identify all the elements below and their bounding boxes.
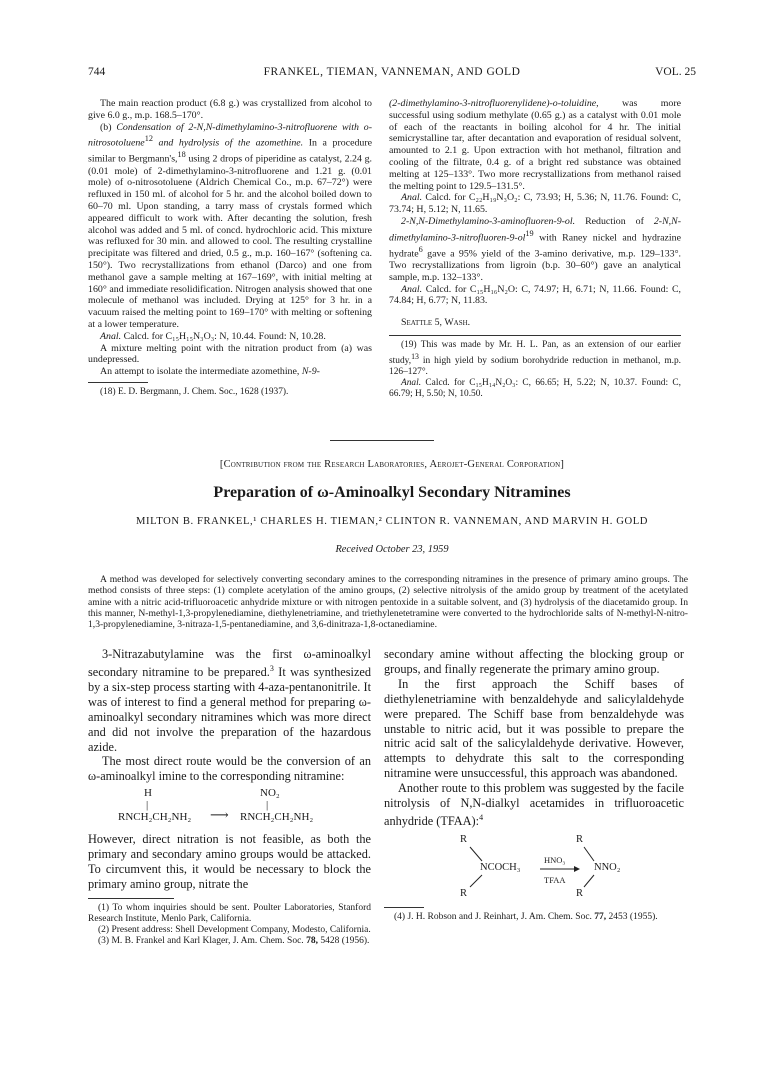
footnote-rule: [384, 907, 424, 908]
reagent-label: TFAA: [544, 874, 566, 885]
nitro-label: NO₂: [260, 787, 280, 800]
footnote: (18) E. D. Bergmann, J. Chem. Soc., 1628 (1937).: [100, 386, 289, 397]
reagent-label: HNO₃: [544, 854, 566, 865]
paragraph: Another route to this problem was suggested by the facile nitrolysis of N,N-dialkyl acetamides in trifluoroacetic anhydride (TFAA):$^4$: [384, 781, 684, 829]
arrow-head: [574, 866, 580, 872]
top-right-column: [389, 98, 681, 400]
reaction-arrow: ⟶: [210, 807, 229, 823]
footnote-analysis: Anal. Calcd. for C₁₅H₁₄N₂O₃: C, 66.65; H, 5.22; N, 10.37. Found: C, 66.79; H, 5.50; N, 10.50.: [389, 378, 682, 400]
reaction-bonds: [384, 833, 684, 903]
top-left-column: [88, 98, 372, 398]
paragraph: In the first approach the Schiff bases of diethylenetriamine with benzaldehyde and salicylaldehyde were prepared. The Schiff base from benzaldehyde was unstable to nitric acid, but it was possible to prepare the nitric acid salt of the salicylaldehyde derivative. However, attempts to dehydrate this salt to the corresponding nitramine were unsuccessful, this approach was abandoned.: [384, 676, 684, 781]
paragraph: (b) Condensation of 2-N,N-dimethylamino-3-nitrofluorene with o-nitrosotoluene$^{12}$ and hydrolysis of the azomethine. In a procedure similar to Bergmann's,$^{18}$ using 2 drops of piperidine as catalyst, 2.24 g. (0.01 mole) of 2-dimethylamino-3-nitrofluorene and 1.21 g. (0.01 mole) of o-nitrosotoluene (Aldrich Chemical Co., m.p. 67–72°) were refluxed in 150 ml. of alcohol for 5 hr. and the alcohol boiled down to 60–70 ml. Upon standing, a tarry mass of crystals formed which appeared difficult to work with. After decanting the solution, fresh alcohol was added and 5 ml. of concd. hydrochloric acid. This mixture was refluxed for 30 min. and allowed to cool. The resulting crystalline precipitate was filtered and dried, 0.5 g., m.p. 160–167° (softening ca. 150°). Two recrystallizations from ethanol (Darco) and one from methanol gave a sample melting at 167–169°, with initial melting at 160° and immediate resolidification. Nitrogen analysis showed that one molecule of methanol was included. Drying at 125° for 3 hr. in a vacuum raised the melting point to 169–170° with melting or softening at a lower temperature.: [88, 121, 373, 330]
paragraph: The main reaction product (6.8 g.) was crystallized from alcohol to give 6.0 g., m.p. 168.5–170°.: [88, 98, 372, 121]
paragraph: 2-N,N-Dimethylamino-3-aminofluoren-9-ol. Reduction of $2-N,N-dimethylamino-3-nitrofluoren-9-ol^{19}$ with Raney nickel and hydrazine hydrate$^6$ gave a 95% yield of the 3-amino derivative, m.p. 129–133°. Two recrystallizations from ligroin (b.p. 30–60°) gave an analytical sample, m.p. 132–133°.: [389, 215, 681, 283]
footnote-rule: [389, 335, 681, 336]
bond-line: [584, 847, 594, 861]
paragraph: 3-Nitrazabutylamine was the first ω-aminoalkyl secondary nitramine to be prepared.$^3$ It was synthesized by a six-step process starting with 4-aza-pentanonitrile. It was of interest to find a general method for preparing ω-aminoalkyl secondary nitramines which was more direct and did not involve the preparation of the hazardous azide.: [88, 647, 372, 754]
footnote: (19) This was made by Mr. H. L. Pan, as an extension of our earlier study,$^{13}$ in high yield by sodium borohydride reduction in methanol, m.p. 126–127°.: [389, 339, 681, 378]
bond-line: [584, 875, 594, 887]
r-group: R: [460, 887, 468, 899]
reaction-scheme-nitration: [88, 784, 371, 832]
volume-number: VOL. 25: [655, 66, 696, 78]
footnote: (3) M. B. Frankel and Karl Klager, J. Am. Chem. Soc. 78, 5428 (1956).: [98, 936, 370, 947]
r-group: R: [576, 833, 584, 845]
bond-line: [470, 847, 482, 861]
body-right-column: [384, 647, 684, 923]
analysis: Anal. Calcd. for C₁₅H₁₅N₃O₃: N, 10.44. Found: N, 10.28.: [100, 330, 326, 342]
running-header: [88, 66, 696, 82]
reaction-scheme-nitrolysis: [384, 833, 684, 903]
footnote: (2) Present address: Shell Development Company, Modesto, California.: [98, 925, 371, 936]
paragraph: A mixture melting point with the nitration product from (a) was undepressed.: [88, 342, 372, 366]
paragraph: secondary amine without affecting the blocking group or groups, and finally regenerate the primary amino group.: [384, 647, 684, 676]
body-left-column: [88, 647, 371, 948]
hydrogen-label: H: [144, 787, 152, 800]
analysis: Anal. Calcd. for C₂₂H₁₉N₃O₂: C, 73.93; H, 5.36; N, 11.76. Found: C, 73.74; H, 5.12; N, 11.65.: [389, 192, 681, 216]
article-title: Preparation of ω-Aminoalkyl Secondary Nitramines: [213, 484, 571, 501]
footnote: (4) J. H. Robson and J. Reinhart, J. Am. Chem. Soc. 77, 2453 (1955).: [394, 911, 658, 922]
contribution-line: [Contribution from the Research Laboratories, Aerojet-General Corporation]: [219, 459, 565, 470]
reactant: RNCH₂CH₂NH₂: [118, 811, 192, 824]
r-group: R: [460, 833, 468, 845]
abstract: A method was developed for selectively converting secondary amines to the corresponding nitramines in the presence of primary amino groups. The method consists of three steps: (1) complete acetylation of the amino groups, (2) selective nitrolysis of the amido group by treatment of the acetylated amine with a nitric acid-trifluoroacetic anhydride mixture or with nitrogen pentoxide in a suitable solvent, and (3) hydrolysis of the diacetamido group. In this manner, N-methyl-1,3-propylenediamine, diethylenetriamine, and triethylenetetramine were converted to the hydrochloride salts of N-methyl-N-nitro-1,3-propylenediamine, 3-nitraza-1,5-pentanediamine, and 3,6-dinitraza-1,8-octanediamine.: [88, 574, 688, 631]
footnote: (1) To whom inquiries should be sent. Poulter Laboratories, Stanford Research Institute, Menlo Park, California.: [88, 902, 371, 925]
footnotes: [88, 903, 371, 948]
footnote-rule: [88, 382, 148, 383]
running-authors: FRANKEL, TIEMAN, VANNEMAN, AND GOLD: [263, 66, 521, 78]
location: Seattle 5, Wash.: [401, 317, 471, 329]
page-number: 744: [88, 66, 106, 78]
reactant: NCOCH₃: [480, 861, 521, 873]
footnote-rule: [88, 898, 174, 899]
paragraph: An attempt to isolate the intermediate azomethine, N-9-: [100, 366, 320, 378]
bond-mark: |: [266, 799, 269, 812]
r-group: R: [576, 887, 584, 899]
paragraph: However, direct nitration is not feasible, as both the primary and secondary amino groups would be attacked. To circumvent this, it would be necessary to block the primary amino group, nitrate the: [88, 832, 371, 891]
product: RNCH₂CH₂NH₂: [240, 811, 314, 824]
section-divider: [330, 440, 434, 441]
paragraph: (2-dimethylamino-3-nitrofluorenylidene)-o-toluidine, was more successful using sodium methylate (0.65 g.) as a catalyst with 0.01 mole of each of the reactants in boiling alcohol for 4 hr. The initial semicrystalline tar, after decantation and evaporation of residual solvent, amounted to 2.1 g. Upon extraction with hot methanol, filtration and cooling of the filtrate, 0.4 g. of a bright red substance was obtained melting at 125–133°. Two more recrystallizations from methanol raised the melting point to 129.5–131.5°.: [389, 98, 681, 192]
paragraph: The most direct route would be the conversion of an ω-aminoalkyl imine to the corresponding nitramine:: [88, 754, 371, 784]
product: NNO₂: [594, 861, 621, 873]
footnotes: [384, 912, 684, 923]
received-date: Received October 23, 1959: [335, 544, 449, 555]
bond-line: [470, 875, 482, 887]
analysis: Anal. Calcd. for C₁₅H₁₆N₂O: C, 74.97; H, 6.71; N, 11.66. Found: C, 74.84; H, 6.77; N, 11.83.: [389, 283, 682, 307]
article-authors: MILTON B. FRANKEL,¹ CHARLES H. TIEMAN,² CLINTON R. VANNEMAN, AND MARVIN H. GOLD: [135, 516, 649, 527]
bond-mark: |: [146, 799, 149, 812]
